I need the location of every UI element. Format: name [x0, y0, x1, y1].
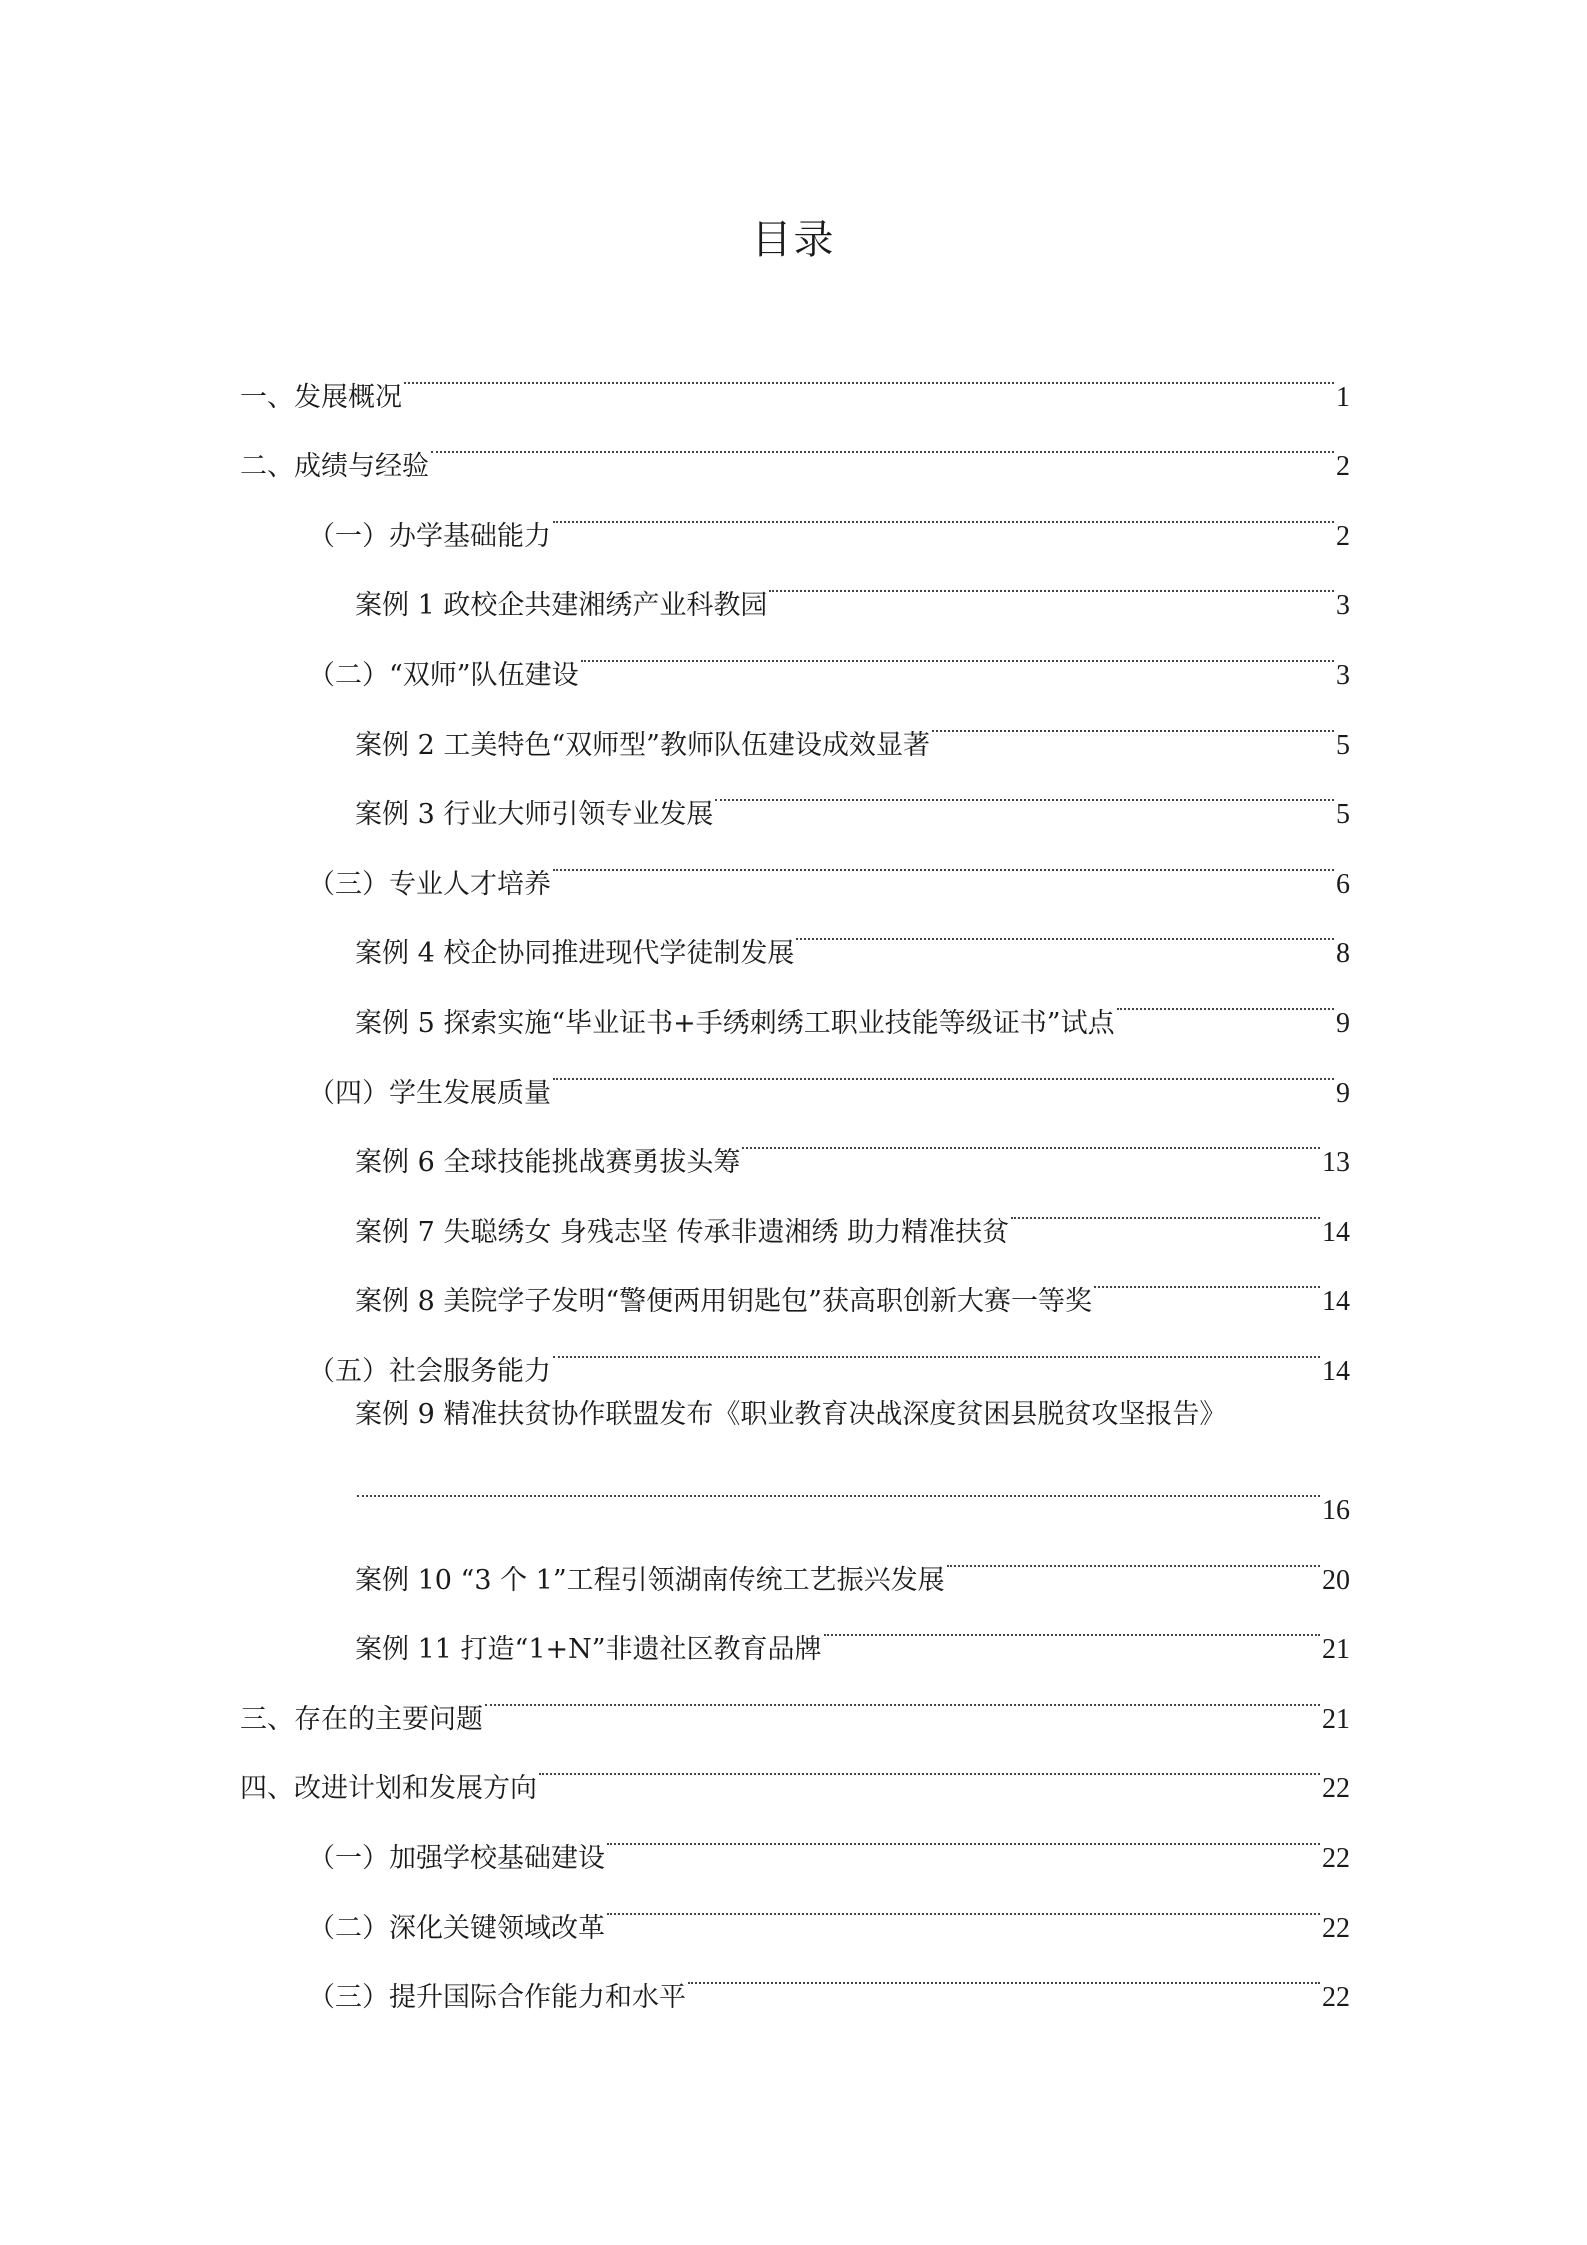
- toc-entry-label: 案例 10 “3 个 1”工程引领湖南传统工艺振兴发展: [355, 1564, 945, 1596]
- page-title: 目录: [751, 217, 836, 263]
- toc-entry-label: 案例 11 打造“1+N”非遗社区教育品牌: [355, 1634, 822, 1666]
- toc-entry-page-number: 8: [1336, 938, 1350, 970]
- toc-entry-label: 案例 8 美院学子发明“警便两用钥匙包”获高职创新大赛一等奖: [355, 1286, 1092, 1318]
- toc-entry[interactable]: [0, 1171, 1587, 1248]
- toc-leader-dots: [932, 684, 1334, 754]
- toc-entry[interactable]: [0, 1589, 1587, 1666]
- toc-leader-dots: [539, 1728, 1320, 1798]
- toc-entry-label: （三）提升国际合作能力和水平: [308, 1982, 686, 2014]
- toc-entry-page-number: 14: [1322, 1286, 1350, 1318]
- toc-leader-dots: [357, 1450, 1320, 1520]
- toc-leader-dots: [431, 406, 1334, 476]
- toc-entry-page-number: 6: [1336, 868, 1350, 900]
- toc-entry-page-number: 2: [1336, 520, 1350, 552]
- toc-entry[interactable]: [0, 1032, 1587, 1109]
- toc-entry-page-number: 5: [1336, 729, 1350, 761]
- toc-entry-label: 案例 3 行业大师引领专业发展: [355, 799, 714, 831]
- toc-entry-page-number: 1: [1336, 381, 1350, 413]
- toc-entry[interactable]: [0, 475, 1587, 552]
- toc-entry-page-number: 22: [1322, 1912, 1350, 1944]
- toc-leader-dots: [581, 614, 1334, 684]
- toc-entry-label: （四）学生发展质量: [308, 1077, 551, 1109]
- toc-entry-label: （一）加强学校基础建设: [308, 1843, 605, 1875]
- toc-entry-page-number: 14: [1322, 1216, 1350, 1248]
- table-of-contents: [0, 336, 1587, 2014]
- toc-entry-label: 二、成绩与经验: [240, 451, 429, 483]
- toc-entry[interactable]: [0, 1102, 1587, 1179]
- toc-entry[interactable]: [0, 406, 1587, 483]
- toc-entry-page-number: 21: [1322, 1634, 1350, 1666]
- toc-leader-dots: [947, 1519, 1320, 1589]
- toc-entry[interactable]: [0, 1658, 1587, 1735]
- toc-leader-dots: [607, 1797, 1320, 1867]
- toc-entry-label: 三、存在的主要问题: [240, 1703, 483, 1735]
- toc-entry[interactable]: [0, 1937, 1587, 2014]
- toc-entry-page-number: 22: [1322, 1982, 1350, 2014]
- toc-entry[interactable]: [0, 823, 1587, 900]
- toc-leader-dots: [1011, 1171, 1320, 1241]
- toc-entry-label: （二）“双师”队伍建设: [308, 659, 579, 691]
- toc-entry[interactable]: [0, 614, 1587, 691]
- toc-leader-dots: [824, 1589, 1320, 1659]
- toc-entry-label: （五）社会服务能力: [308, 1355, 551, 1387]
- toc-entry[interactable]: [0, 1797, 1587, 1875]
- toc-entry-page-number: 22: [1322, 1843, 1350, 1875]
- toc-entry-page-number: 20: [1322, 1564, 1350, 1596]
- toc-entry-page-number: 2: [1336, 451, 1350, 483]
- toc-entry[interactable]: [0, 754, 1587, 831]
- toc-leader-dots: [715, 754, 1334, 824]
- toc-entry-label: 四、改进计划和发展方向: [240, 1773, 537, 1805]
- toc-entry[interactable]: [0, 545, 1587, 622]
- toc-entry[interactable]: [0, 684, 1587, 761]
- toc-entry-page-number: 13: [1322, 1147, 1350, 1179]
- toc-entry[interactable]: [0, 1241, 1587, 1318]
- toc-entry-label: （一）办学基础能力: [308, 520, 551, 552]
- toc-entry-label: 案例 1 政校企共建湘绣产业科教园: [355, 590, 768, 622]
- toc-leader-dots: [553, 1310, 1320, 1380]
- toc-entry-label: 案例 2 工美特色“双师型”教师队伍建设成效显著: [355, 729, 930, 761]
- toc-entry[interactable]: [0, 1310, 1587, 1387]
- toc-entry-page-number: 22: [1322, 1773, 1350, 1805]
- toc-entry[interactable]: [0, 962, 1587, 1039]
- toc-leader-dots: [1117, 962, 1334, 1032]
- toc-leader-dots: [553, 1032, 1334, 1102]
- toc-entry[interactable]: [0, 1867, 1587, 1944]
- toc-entry-page-number: 21: [1322, 1703, 1350, 1735]
- toc-entry-page-number: 3: [1336, 659, 1350, 691]
- toc-leader-dots: [742, 1102, 1320, 1172]
- toc-entry-page-number: 3: [1336, 590, 1350, 622]
- toc-entry-page-number: 16: [1322, 1495, 1350, 1527]
- toc-leader-dots: [404, 336, 1334, 406]
- toc-leader-dots: [553, 475, 1334, 545]
- toc-entry-label: 案例 4 校企协同推进现代学徒制发展: [355, 938, 795, 970]
- toc-entry[interactable]: [0, 1728, 1587, 1805]
- toc-entry[interactable]: [0, 336, 1587, 413]
- toc-leader-dots: [607, 1867, 1320, 1937]
- toc-leader-dots: [553, 823, 1334, 893]
- toc-entry[interactable]: [0, 1519, 1587, 1596]
- toc-entry[interactable]: [0, 1450, 1587, 1527]
- toc-entry-label: 案例 5 探索实施“毕业证书+手绣刺绣工职业技能等级证书”试点: [355, 1007, 1115, 1039]
- toc-leader-dots: [769, 545, 1334, 615]
- toc-entry-label: （二）深化关键领域改革: [308, 1912, 605, 1944]
- toc-entry-label: 案例 9 精准扶贫协作联盟发布《职业教育决战深度贫困县脱贫攻坚报告》: [355, 1398, 1227, 1430]
- toc-entry-page-number: 5: [1336, 799, 1350, 831]
- toc-leader-dots: [485, 1658, 1320, 1728]
- toc-entry-page-number: 14: [1322, 1355, 1350, 1387]
- toc-entry[interactable]: [0, 893, 1587, 970]
- toc-entry-label: 一、发展概况: [240, 381, 402, 413]
- toc-entry[interactable]: [0, 1380, 1587, 1450]
- toc-entry-label: （三）专业人才培养: [308, 868, 551, 900]
- toc-entry-label: 案例 6 全球技能挑战赛勇拔头筹: [355, 1147, 741, 1179]
- toc-entry-page-number: 9: [1336, 1007, 1350, 1039]
- toc-entry-page-number: 9: [1336, 1077, 1350, 1109]
- toc-entry-label: 案例 7 失聪绣女 身残志坚 传承非遗湘绣 助力精准扶贫: [355, 1216, 1010, 1248]
- toc-leader-dots: [796, 893, 1334, 963]
- toc-leader-dots: [1094, 1241, 1320, 1311]
- toc-leader-dots: [688, 1937, 1320, 2007]
